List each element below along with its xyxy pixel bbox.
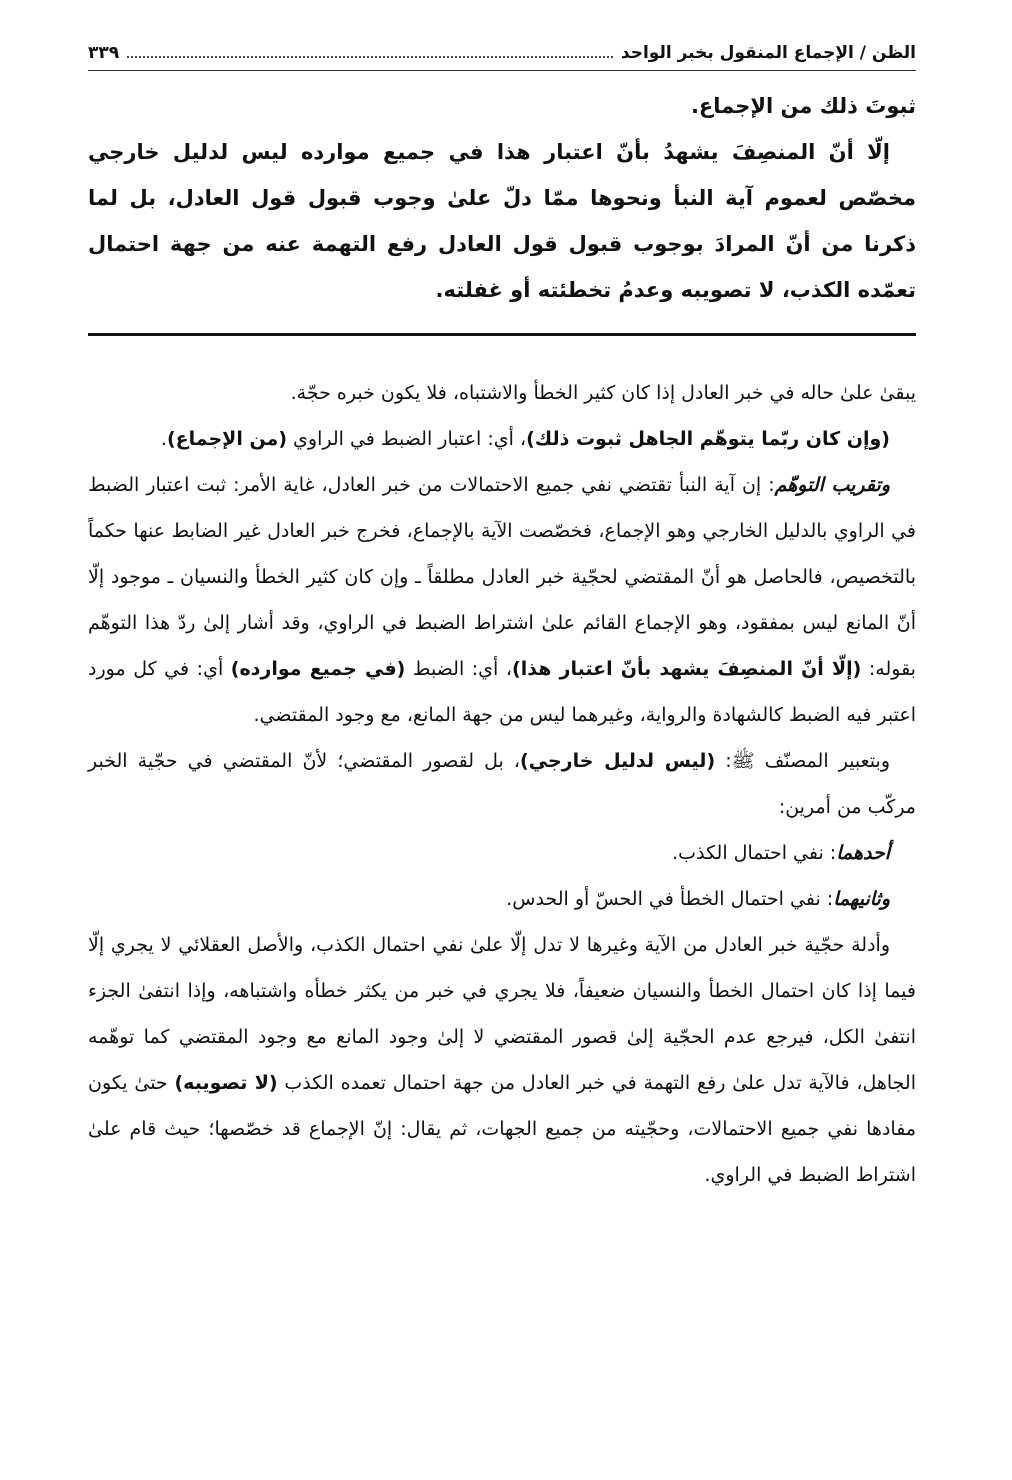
quoted-phrase: (وإن كان ربّما يتوهّم الجاهل ثبوت ذلك) (526, 428, 890, 450)
commentary-paragraph-2 (88, 416, 916, 462)
commentary-paragraph-7 (88, 922, 916, 1198)
commentary-text-run: أي: في كل مورد اعتبر فيه الضبط كالشهادة والرواية، وغيرهما ليس من جهة المانع، مع وجود المقتضي. (88, 658, 916, 726)
section-lead: وتقريب التوهّم (774, 474, 890, 496)
commentary-text-run: وأدلة حجّية خبر العادل من الآية وغيرها لا تدل إلّا علىٰ نفي احتمال الكذب، والأصل العقلائي لا يجري إلّا فيما إذا كان احتمال الخطأ والنسيان ضعيفاً، فلا يجري في خبر من يكثر خطأه واشتباهه، وإذا انتفىٰ الجزء انتفىٰ الكل، فيرجع عدم الحجّية إلىٰ قصور المقتضي لا إلىٰ وجود المانع مع وجود المقتضي كما توهّمه الجاهل، فالآية تدل علىٰ رفع التهمة في خبر العادل من جهة احتمال تعمده الكذب (88, 934, 916, 1094)
commentary-paragraph-4 (88, 738, 916, 830)
section-lead: وثانيهما (833, 888, 890, 910)
commentary-text-run: : إن آية النبأ تقتضي نفي جميع الاحتمالات من خبر العادل، غاية الأمر: ثبت اعتبار الضبط في الراوي بالدليل الخارجي وهو الإجماع، فخصّصت الآية بالإجماع، فخرج خبر العادل غير الضابط عنها حكماً بالتخصيص، فالحاصل هو أنّ المقتضي لحجّية خبر العادل مطلقاً ـ وإن كان كثير الخطأ والنسيان ـ موجود إلّا أنّ المانع ليس بمفقود، وهو الإجماع القائم علىٰ اشتراط الضبط في الراوي، وقد أشار إلىٰ ردّ هذا التوهّم بقوله: (88, 474, 916, 680)
commentary-text-run: : نفي احتمال الخطأ في الحسّ أو الحدس. (506, 888, 834, 910)
commentary-text-run: . (160, 428, 167, 450)
commentary-text-run: : نفي احتمال الكذب. (672, 842, 837, 864)
page-number: ٣٣٩ (88, 43, 120, 63)
quoted-phrase: (لا تصويبه) (174, 1072, 278, 1094)
running-header (88, 36, 916, 71)
quoted-phrase: (إلّا أنّ المنصِفَ يشهد بأنّ اعتبار هذا) (512, 658, 862, 680)
main-paragraph-2: إلّا أنّ المنصِفَ يشهدُ بأنّ اعتبار هذا في جميع موارده ليس لدليل خارجي مخصّص لعموم آية النبأ ونحوها ممّا دلّ علىٰ وجوب قبول قول العادل، بل لما ذكرنا من أنّ المرادَ بوجوب قبول قول العادل رفع التهمة عنه من جهة احتمال تعمّده الكذب، لا تصويبه وعدمُ تخطئته أو غفلته. (88, 140, 916, 302)
commentary-text-run: وبتعبير المصنّف ﷺ: (715, 750, 891, 772)
commentary-text-run: ، أي: اعتبار الضبط في الراوي (287, 428, 527, 450)
commentary-paragraph-5 (88, 830, 916, 876)
commentary-paragraph-1: يبقىٰ علىٰ حاله في خبر العادل إذا كان كثير الخطأ والاشتباه، فلا يكون خبره حجّة. (290, 382, 916, 404)
separator-rule (88, 333, 916, 336)
section-lead: أحدهما (836, 842, 890, 864)
main-text (88, 83, 916, 313)
commentary-text (88, 370, 916, 1198)
commentary-paragraph-6 (88, 876, 916, 922)
quoted-phrase: (من الإجماع) (166, 428, 288, 450)
main-paragraph-1: ثبوتَ ذلك من الإجماع. (690, 94, 916, 118)
book-page (88, 36, 916, 1198)
header-dot-leader (127, 42, 613, 58)
commentary-paragraph-3 (88, 462, 916, 738)
commentary-text-run: ، أي: الضبط (405, 658, 513, 680)
quoted-phrase: (في جميع موارده) (230, 658, 406, 680)
commentary-text-run: حتىٰ يكون مفادها نفي جميع الاحتمالات، وحجّيته من جميع الجهات، ثم يقال: إنّ الإجماع قد خصّصها؛ حيث قام علىٰ اشتراط الضبط في الراوي. (88, 1072, 916, 1186)
quoted-phrase: (ليس لدليل خارجي) (520, 750, 716, 772)
header-title: الظن / الإجماع المنقول بخبر الواحد (620, 43, 916, 63)
commentary-text-run: ، بل لقصور المقتضي؛ لأنّ المقتضي في حجّية الخبر مركّب من أمرين: (88, 750, 916, 818)
